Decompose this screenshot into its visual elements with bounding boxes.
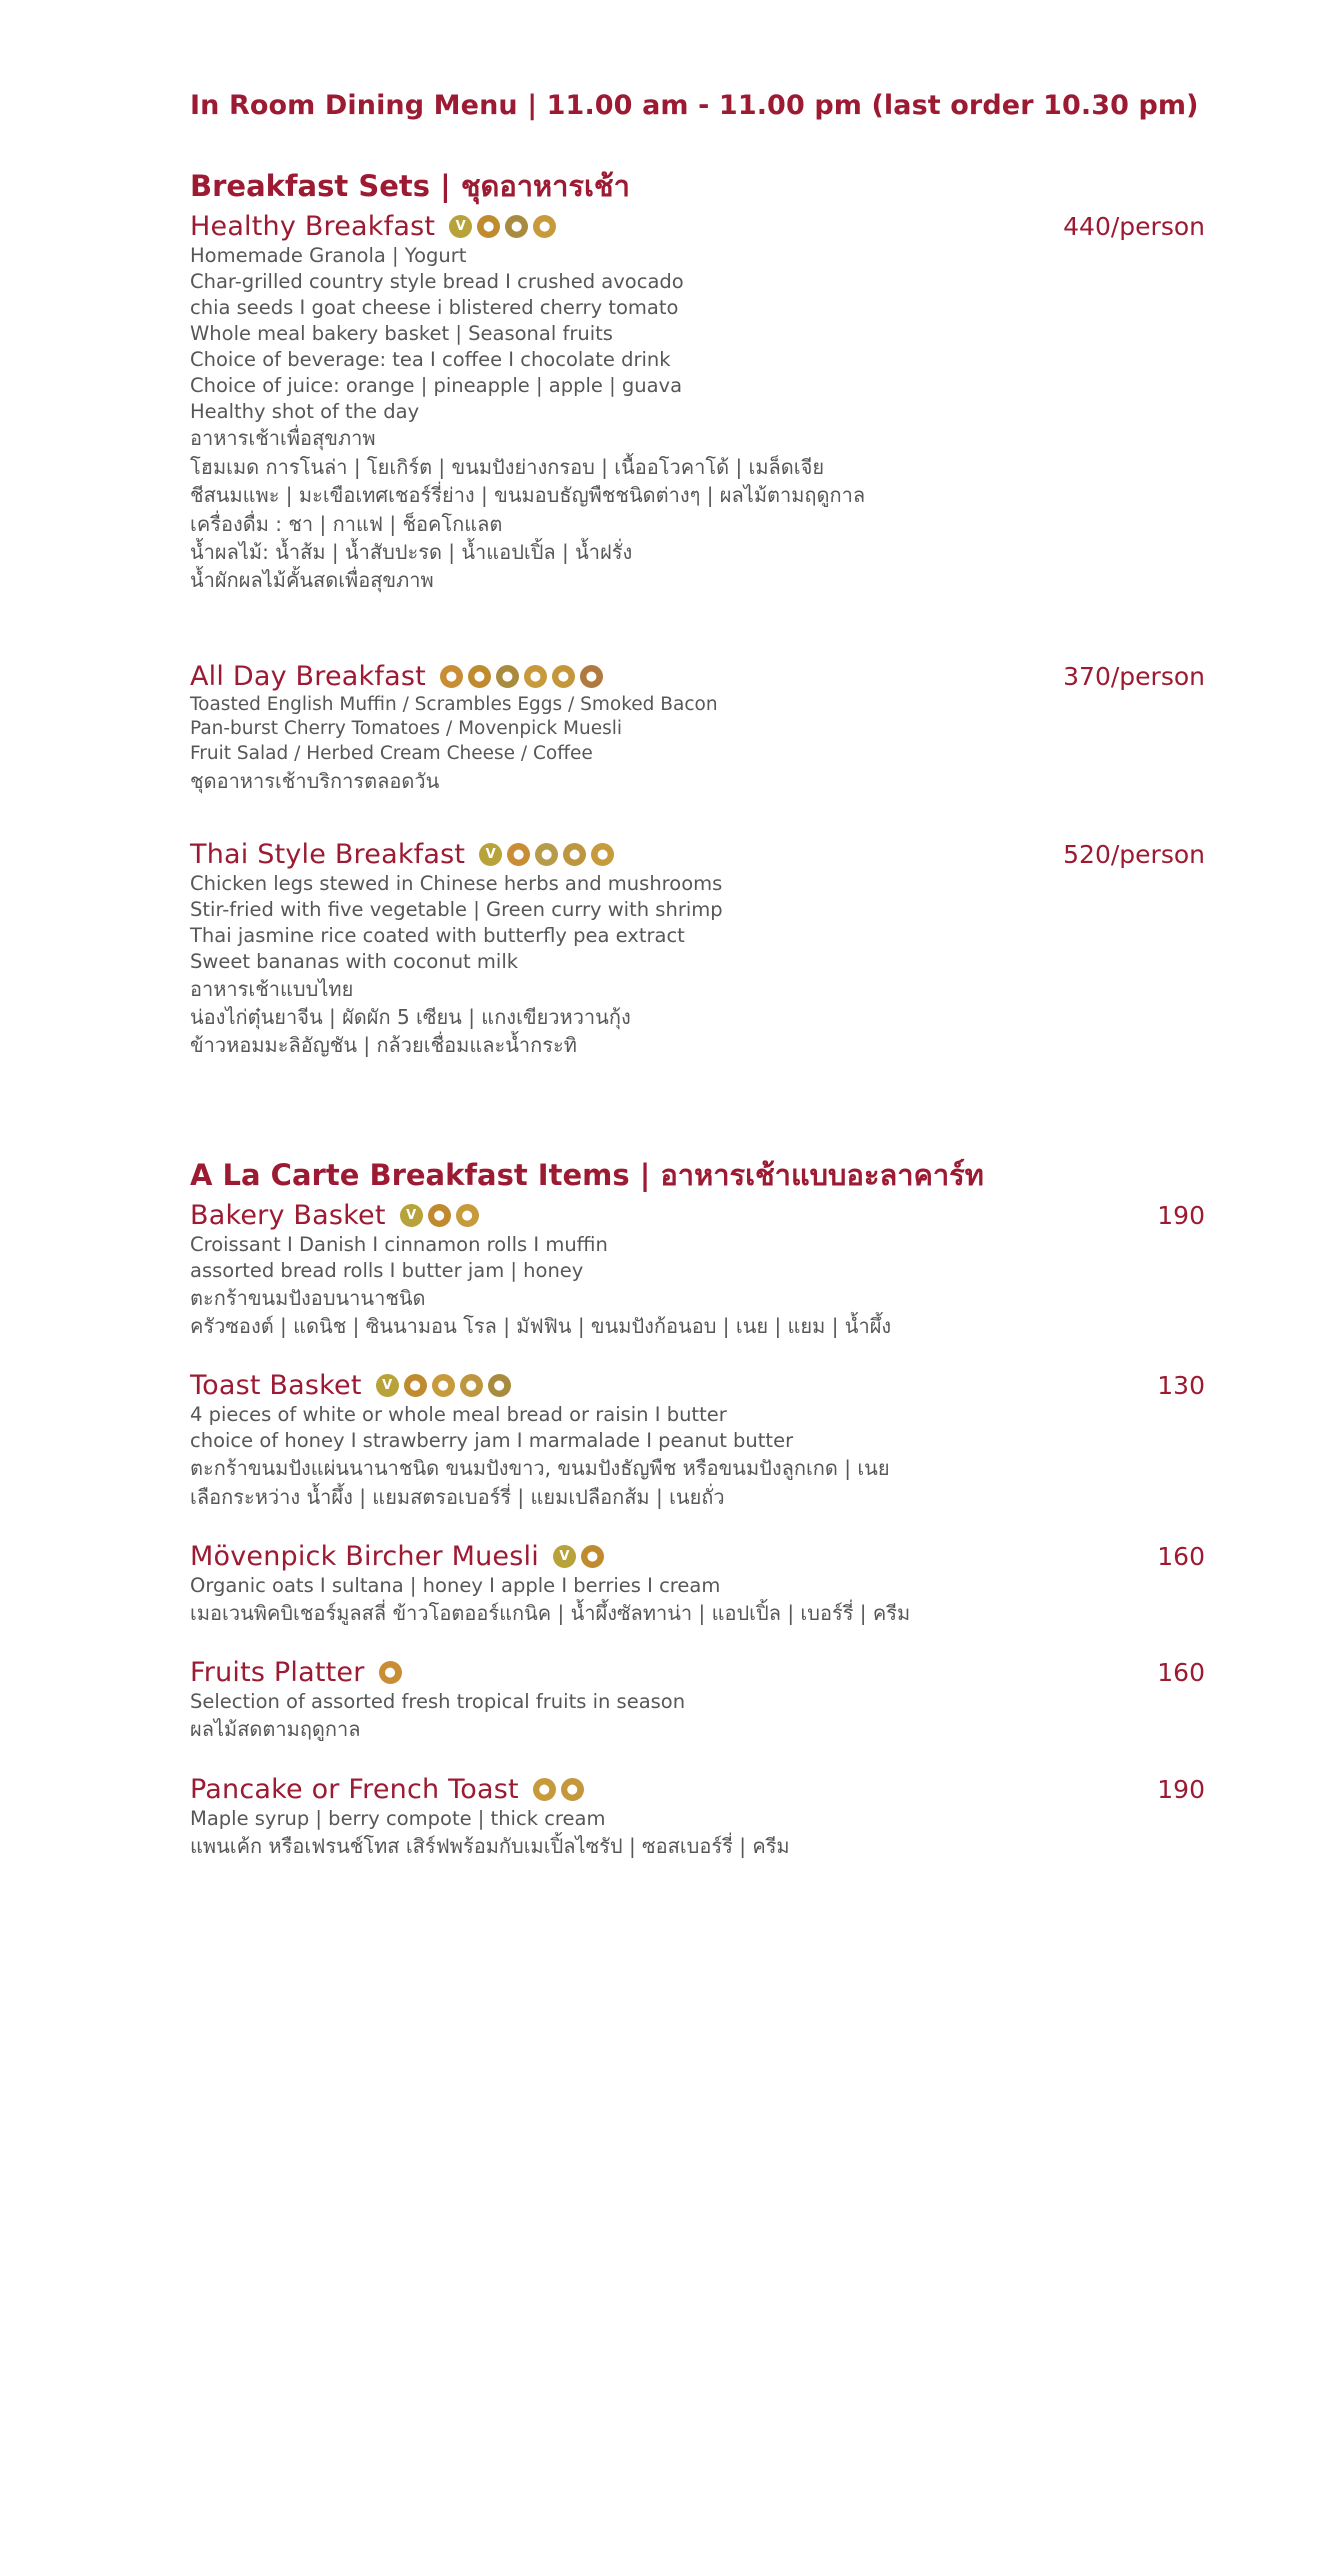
- soy-icon: ●: [460, 1374, 483, 1397]
- desc-line-th: ครัวซองต์ | แดนิช | ซินนามอน โรล | มัฟฟิน | ขนมปังก้อนอบ | เนย | แยม | น้ำผึ้ง: [190, 1314, 892, 1339]
- spacer: [190, 799, 1205, 839]
- menu-item-header: [190, 1541, 1205, 1572]
- spacer: [190, 599, 1205, 661]
- desc-line: Stir-fried with five vegetable | Green curry with shrimp: [190, 897, 723, 921]
- menu-item-header: [190, 1774, 1205, 1805]
- menu-item-price: 520/person: [1063, 839, 1205, 869]
- menu-item-price: 190: [1157, 1200, 1205, 1230]
- section-heading-th: อาหารเช้าแบบอะลาคาร์ท: [660, 1157, 984, 1192]
- menu-item-price: 190: [1157, 1774, 1205, 1804]
- menu-item-name: Mövenpick Bircher Muesli: [190, 1541, 539, 1573]
- desc-line: Thai jasmine rice coated with butterfly pea extract: [190, 923, 685, 947]
- desc-line: Char-grilled country style bread I crushed avocado: [190, 269, 684, 293]
- vegetarian-icon: V: [449, 215, 472, 238]
- desc-line: choice of honey I strawberry jam I marmalade I peanut butter: [190, 1429, 794, 1453]
- desc-line-th: เลือกระหว่าง น้ำผึ้ง | แยมสตรอเบอร์รี่ | แยมเปลือกส้ม | เนยถั่ว: [190, 1484, 725, 1509]
- menu-item-price: 160: [1157, 1542, 1205, 1572]
- page-title: In Room Dining Menu | 11.00 am - 11.00 pm (last order 10.30 pm): [190, 90, 1199, 121]
- desc-line-th: น้ำผลไม้: น้ำส้ม | น้ำสับปะรด | น้ำแอปเปิ้ล | น้ำฝรั่ง: [190, 540, 633, 565]
- desc-line-th: ข้าวหอมมะลิอัญชัน | กล้วยเชื่อมและน้ำกระทิ: [190, 1033, 577, 1058]
- gluten-icon: ●: [488, 1374, 511, 1397]
- menu-item-header: [190, 211, 1205, 242]
- menu-item-name: Toast Basket: [190, 1370, 362, 1402]
- menu-item-name: Thai Style Breakfast: [190, 838, 466, 870]
- menu-item: [190, 1657, 1205, 1743]
- desc-line-th: ผลไม้สดตามฤดูกาล: [190, 1717, 361, 1742]
- vegetarian-icon: V: [479, 843, 502, 866]
- menu-item: [190, 1774, 1205, 1860]
- desc-line: Fruit Salad / Herbed Cream Cheese / Coffee: [190, 742, 593, 764]
- desc-line-th: ตะกร้าขนมปังแผ่นนานาชนิด ขนมปังขาว, ขนมปังธัญพืช หรือขนมปังลูกเกด | เนย: [190, 1456, 890, 1481]
- menu-item-name: Healthy Breakfast: [190, 211, 436, 242]
- menu-item-description: [190, 243, 1205, 595]
- desc-line: Choice of juice: orange | pineapple | apple | guava: [190, 373, 683, 397]
- section-a-la-carte-breakfast: [190, 1152, 1205, 1860]
- desc-line-th: น้ำผักผลไม้คั้นสดเพื่อสุขภาพ: [190, 568, 434, 593]
- menu-item-price: 160: [1157, 1658, 1205, 1688]
- desc-line-th: ชีสนมแพะ | มะเขือเทศเชอร์รี่ย่าง | ขนมอบธัญพืชชนิดต่างๆ | ผลไม้ตามฤดูกาล: [190, 483, 866, 508]
- menu-item-name: Bakery Basket: [190, 1199, 386, 1231]
- desc-line-th: อาหารเช้าเพื่อสุขภาพ: [190, 426, 376, 451]
- egg-icon: ●: [561, 1778, 584, 1801]
- menu-item-header: [190, 839, 1205, 870]
- menu-item-price: 440/person: [1063, 212, 1205, 241]
- menu-item: [190, 1370, 1205, 1511]
- gluten-icon: ●: [505, 215, 528, 238]
- desc-line-th: อาหารเช้าแบบไทย: [190, 976, 354, 1001]
- allergen-icons: [440, 665, 603, 688]
- allergen-icons: [379, 1661, 402, 1684]
- menu-item-name: Fruits Platter: [190, 1657, 365, 1689]
- desc-line-th: น่องไก่ตุ๋นยาจีน | ผัดผัก 5 เซียน | แกงเขียวหวานกุ้ง: [190, 1005, 631, 1030]
- spacer: [190, 1631, 1205, 1657]
- menu-item: [190, 839, 1205, 1060]
- section-heading: [190, 1152, 1205, 1198]
- menu-item: [190, 661, 1205, 795]
- vegetarian-icon: V: [376, 1374, 399, 1397]
- dairy-icon: ●: [533, 1778, 556, 1801]
- fish-icon: ●: [507, 843, 530, 866]
- egg-icon: ●: [552, 665, 575, 688]
- desc-line: 4 pieces of white or whole meal bread or raisin I butter: [190, 1403, 727, 1427]
- desc-line: Organic oats I sultana | honey I apple I berries I cream: [190, 1574, 721, 1598]
- menu-item-description: [190, 871, 1205, 1060]
- menu-item-price: 370/person: [1063, 661, 1205, 691]
- nuts-icon: ●: [404, 1374, 427, 1397]
- menu-item-price: 130: [1157, 1371, 1205, 1401]
- menu-item-header: [190, 1200, 1205, 1231]
- desc-line-th: ตะกร้าขนมปังอบนานาชนิด: [190, 1285, 426, 1310]
- section-heading-en: Breakfast Sets |: [190, 169, 461, 203]
- menu-item: [190, 211, 1205, 595]
- section-heading-th: ชุดอาหารเช้า: [460, 169, 630, 203]
- menu-item-header: [190, 1370, 1205, 1401]
- nuts-icon: ●: [468, 665, 491, 688]
- desc-line: Croissant I Danish I cinnamon rolls I muffin: [190, 1232, 608, 1256]
- desc-line: Healthy shot of the day: [190, 399, 420, 423]
- nuts-icon: ●: [581, 1545, 604, 1568]
- section-heading-en: A La Carte Breakfast Items |: [190, 1157, 661, 1192]
- menu-item-description: [190, 693, 1205, 795]
- allergen-icons: [449, 215, 556, 238]
- desc-line-th: เครื่องดื่ม : ชา | กาแฟ | ช็อคโกแลต: [190, 511, 503, 536]
- desc-line: Sweet bananas with coconut milk: [190, 949, 519, 973]
- menu-item-description: [190, 1232, 1205, 1341]
- vegetarian-icon: V: [553, 1545, 576, 1568]
- allergen-icons: [376, 1374, 511, 1397]
- section-heading: [190, 163, 1205, 209]
- dairy-icon: ●: [524, 665, 547, 688]
- desc-line: Choice of beverage: tea I coffee I chocolate drink: [190, 347, 671, 371]
- dairy-icon: ●: [456, 1204, 479, 1227]
- menu-item: [190, 1200, 1205, 1341]
- spacer: [190, 1126, 1205, 1152]
- desc-line-th: เมอเวนพิคบิเชอร์มูลสลี่ ข้าวโอตออร์แกนิค | น้ำผึ้งซัลทาน่า | แอปเปิ้ล | เบอร์รี่ | ครีม: [190, 1601, 911, 1625]
- desc-line: Toasted English Muffin / Scrambles Eggs / Smoked Bacon: [190, 693, 718, 715]
- desc-line: assorted bread rolls I butter jam | honey: [190, 1258, 584, 1282]
- menu-item-description: [190, 1689, 1205, 1743]
- dairy-icon: ●: [591, 843, 614, 866]
- allergen-icons: [479, 843, 614, 866]
- fruit-icon: ●: [379, 1661, 402, 1684]
- menu-item: [190, 1541, 1205, 1627]
- desc-line-th: ชุดอาหารเช้าบริการตลอดวัน: [190, 768, 440, 793]
- desc-line: Chicken legs stewed in Chinese herbs and mushrooms: [190, 871, 723, 895]
- desc-line-th: โฮมเมด การโนล่า | โยเกิร์ต | ขนมปังย่างกรอบ | เนื้ออโวคาโด้ | เมล็ดเจีย: [190, 454, 825, 479]
- dairy-icon: ●: [533, 215, 556, 238]
- desc-line: chia seeds I goat cheese i blistered cherry tomato: [190, 295, 679, 319]
- allergen-icons: [400, 1204, 479, 1227]
- vegetarian-icon: V: [400, 1204, 423, 1227]
- nuts-icon: ●: [477, 215, 500, 238]
- menu-item-header: [190, 661, 1205, 692]
- spacer: [190, 1064, 1205, 1126]
- menu-item-header: [190, 1657, 1205, 1688]
- menu-item-name: Pancake or French Toast: [190, 1773, 519, 1805]
- nuts-icon: ●: [428, 1204, 451, 1227]
- soy-icon: ●: [563, 843, 586, 866]
- dairy-icon: ●: [432, 1374, 455, 1397]
- menu-item-name: All Day Breakfast: [190, 660, 426, 692]
- allergen-icons: [553, 1545, 604, 1568]
- desc-line: Whole meal bakery basket | Seasonal fruits: [190, 321, 613, 345]
- spacer: [190, 1748, 1205, 1774]
- desc-line: Pan-burst Cherry Tomatoes / Movenpick Muesli: [190, 718, 623, 740]
- shellfish-icon: ●: [535, 843, 558, 866]
- desc-line-th: แพนเค้ก หรือเฟรนช์โทส เสิร์ฟพร้อมกับเมเปิ้ลไซรัป | ซอสเบอร์รี่ | ครีม: [190, 1833, 790, 1858]
- menu-item-description: [190, 1573, 1205, 1627]
- menu-item-description: [190, 1806, 1205, 1860]
- fish-icon: ●: [440, 665, 463, 688]
- allergen-icons: [533, 1778, 584, 1801]
- pork-icon: ●: [580, 665, 603, 688]
- menu-item-description: [190, 1402, 1205, 1511]
- desc-line: Maple syrup | berry compote | thick cream: [190, 1806, 606, 1830]
- gluten-icon: ●: [496, 665, 519, 688]
- spacer: [190, 1515, 1205, 1541]
- desc-line: Homemade Granola | Yogurt: [190, 244, 467, 267]
- section-breakfast-sets: [190, 163, 1205, 1060]
- desc-line: Selection of assorted fresh tropical fruits in season: [190, 1690, 686, 1714]
- spacer: [190, 1344, 1205, 1370]
